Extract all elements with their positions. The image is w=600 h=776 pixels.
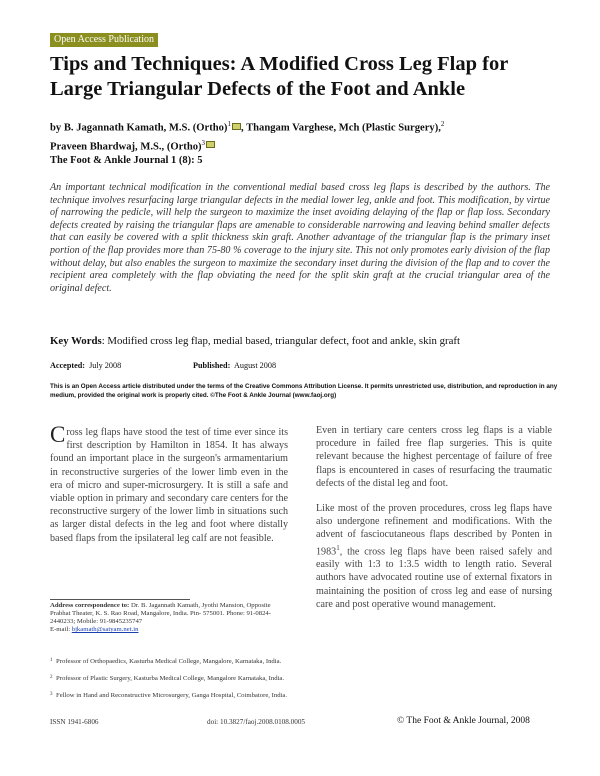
body-text: Like most of the proven procedures, cross leg flaps have also undergone refinement and modifications. With the advent of fasciocutaneous flaps described by Ponten in 1983 <box>316 503 552 557</box>
affiliation-3 <box>50 692 288 700</box>
body-paragraph: Even in tertiary care centers cross leg flaps is a viable procedure in failed free flap surgeries. This is quite relevant because the highest percentage of failure of free flaps is encountered in cases of resurfacing the traumatic defects of the distal leg and foot. <box>316 425 552 489</box>
footer-copyright: © The Foot & Ankle Journal, 2008 <box>397 716 530 726</box>
affiliation-number: 2 <box>50 675 53 680</box>
published <box>193 361 276 370</box>
author-2: , Thangam Varghese, Mch (Plastic Surgery), <box>240 122 441 134</box>
affiliation-text: Fellow in Hand and Reconstructive Microsurgery, Ganga Hospital, Coimbatore, India. <box>56 692 288 699</box>
license-notice: This is an Open Access article distributed under the terms of the Creative Commons Attribution License. It permits unrestricted use, distribution, and reproduction in any medium, provided the original work is properly cited. ©The Foot & Ankle Journal (www.faoj.org) <box>50 383 558 399</box>
author-1-sup: 1 <box>227 120 231 128</box>
affiliation-text: Professor of Orthopaedics, Kasturba Medical College, Mangalore, Karnataka, India. <box>56 658 282 665</box>
keywords <box>50 335 560 347</box>
email-icon[interactable] <box>232 123 241 130</box>
article-title: Tips and Techniques: A Modified Cross Leg Flap for Large Triangular Defects of the Foot and Ankle <box>50 53 508 100</box>
author-1: by B. Jagannath Kamath, M.S. (Ortho) <box>50 122 228 134</box>
body-paragraph <box>50 422 288 545</box>
accepted-label: Accepted: <box>50 361 86 370</box>
drop-cap: C <box>50 422 66 447</box>
footnote-divider <box>50 599 190 600</box>
body-text: ross leg flaps have stood the test of time ever since its first description by Hamilton in 1854. It has always found an important place in the surgeon's armamentarium in reconstructive surgeries of the lower limb even in the era of micro and super-microsurgery. It is still a safe and viable option in primary and secondary care centers for the reconstructive surgery of the lower limb in situations such as larger distal defects in the leg and foot where distally based flaps from the ipsilateral leg calf are not feasible. <box>50 427 288 544</box>
body-right-column <box>316 424 552 611</box>
author-3: Praveen Bhardwaj, M.S., (Ortho) <box>50 141 202 153</box>
abstract: An important technical modification in the conventional medial based cross leg flaps is described by the authors. The technique involves resurfacing large triangular defects in the medial lower leg, ankle and foot. This modification, by virtue of narrowing the pedicle, will help the surgeon to maximize the inset avoiding delaying of the flap or flap loss. Secondary defects created by raising the triangular flaps are amenable to considerable narrowing and leaving behind smaller defects that can easily be covered with a split thickness skin graft. Another advantage of the triangular flap is the primary inset portion of the flap provides more than 75-80 % coverage to the injury site. This not only promotes early division of the flap without delay, but also enables the surgeon to maximize the secondary inset during the division of the flap and to cover the recipient area completely with the flap obviating the need for the split skin graft at the crucial triangular area of the original defect. <box>50 182 550 294</box>
open-access-badge: Open Access Publication <box>50 33 158 47</box>
email-label: E-mail: <box>50 626 72 633</box>
correspondence-address <box>50 602 288 634</box>
correspondence-text: Dr. B. Jagannath Kamath, Jyothi Mansion, Opposite Prabhat Theater, K. S. Rao Road, Mangalore, India. Pin- 575001. Phone: 91-0824-2440233; Mobile: 91-9845235747 <box>50 602 272 625</box>
affiliation-2 <box>50 675 288 683</box>
author-2-sup: 2 <box>440 120 445 128</box>
author-line <box>50 117 560 154</box>
correspondence-label: Address correspondence to: <box>50 602 130 609</box>
body-text: , the cross leg flaps have been raised safely and easily with 1:3 to 1:3.5 width to length ratio. Several authors have advocated routine use of external fixators in maintaining the position of cross leg and ease of nursing care and post operative wound management. <box>316 545 552 610</box>
published-value: August 2008 <box>233 361 277 370</box>
keywords-value: : Modified cross leg flap, medial based, triangular defect, foot and ankle, skin graft <box>101 335 460 347</box>
affiliation-1 <box>50 658 288 666</box>
dates <box>50 361 560 370</box>
email-link[interactable]: bjkamath@satyam.net.in <box>71 626 139 633</box>
published-label: Published: <box>193 361 231 370</box>
author-3-sup: 3 <box>201 138 206 147</box>
journal-citation: The Foot & Ankle Journal 1 (8): 5 <box>50 155 203 166</box>
body-paragraph <box>316 502 552 611</box>
accepted-value: July 2008 <box>89 361 122 370</box>
citation-sup: 1 <box>336 543 340 552</box>
affiliation-text: Professor of Plastic Surgery, Kasturba Medical College, Mangalore Karnataka, India. <box>56 675 285 682</box>
footer-issn: ISSN 1941-6806 <box>50 718 99 726</box>
email-icon[interactable] <box>206 141 215 148</box>
footer-doi: doi: 10.3827/faoj.2008.0108.0005 <box>207 718 306 726</box>
affiliation-number: 1 <box>50 658 53 663</box>
body-left-column <box>50 422 288 545</box>
keywords-label: Key Words <box>50 335 102 347</box>
affiliation-number: 3 <box>50 692 53 697</box>
